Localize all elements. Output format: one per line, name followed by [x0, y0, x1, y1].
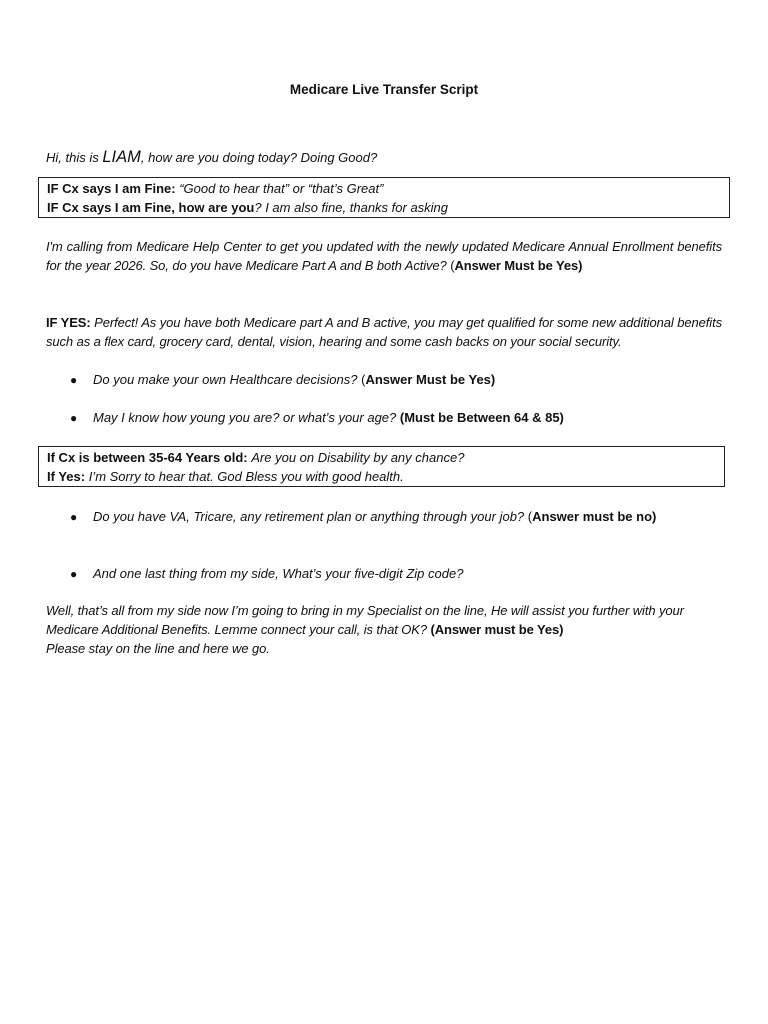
bullet-question: May I know how young you are? or what’s your age? [93, 410, 400, 425]
list-item [70, 507, 730, 527]
greeting-prefix: Hi, this is [46, 150, 103, 165]
bullet-answer: Answer Must be Yes) [365, 372, 496, 387]
closing-answer: (Answer must be Yes) [430, 622, 564, 637]
list-item [70, 564, 730, 584]
if-yes-text: Perfect! As you have both Medicare part A and B active, you may get qualified for some new additional benefits such as a flex card, grocery card, dental, vision, hearing and some cash backs on your social security. [46, 315, 722, 349]
closing-paragraph [46, 601, 722, 658]
bullet-question: And one last thing from my side, What’s your five-digit Zip code? [93, 566, 464, 581]
bullet-icon: ● [70, 567, 78, 581]
bullet-answer: Answer must be no) [532, 509, 657, 524]
fine-how-q: ? [254, 200, 262, 215]
if-yes-disability-label: If Yes: [47, 469, 89, 484]
closing-final: Please stay on the line and here we go. [46, 641, 270, 656]
fine-response-line-1 [47, 179, 721, 198]
bullet-question: Do you have VA, Tricare, any retirement plan or anything through your job? [93, 509, 528, 524]
fine-text: “Good to hear that” or “that’s Great” [179, 181, 384, 196]
bullet-paren: ( [361, 372, 366, 387]
list-item [70, 370, 730, 390]
fine-response-line-2 [47, 198, 721, 217]
intro-paragraph [46, 237, 722, 275]
greeting-suffix: , how are you doing today? Doing Good? [140, 150, 378, 165]
fine-how-label: IF Cx says I am Fine, how are you [47, 200, 255, 215]
age-range-text: Are you on Disability by any chance? [251, 450, 465, 465]
bullet-question: Do you make your own Healthcare decisions? [93, 372, 362, 387]
if-yes-paragraph [46, 313, 722, 351]
fine-label: IF Cx says I am Fine: [47, 181, 180, 196]
age-range-label: If Cx is between 35-64 Years old: [47, 450, 252, 465]
bullet-icon: ● [70, 373, 78, 387]
closing-text: Well, that’s all from my side now I’m going to bring in my Specialist on the line, He will assist you further with your Medicare Additional Benefits. Lemme connect your call, is that OK? [46, 603, 684, 637]
list-item [70, 408, 730, 428]
intro-paren: ( [450, 258, 455, 273]
age-range-line-2 [47, 467, 716, 486]
fine-response-box [38, 177, 730, 218]
age-range-line-1 [47, 448, 716, 467]
document-title: Medicare Live Transfer Script [289, 82, 479, 97]
bullet-paren: ( [527, 509, 533, 524]
bullet-icon: ● [70, 510, 78, 524]
greeting-line [46, 148, 722, 167]
if-yes-disability-text: I’m Sorry to hear that. God Bless you with good health. [88, 469, 404, 484]
intro-text: I'm calling from Medicare Help Center to get you updated with the newly updated Medicare Annual Enrollment benefits for the year 2026. So, do you have Medicare Part A and B both Active? [46, 239, 722, 273]
fine-how-text: I am also fine, thanks for asking [261, 200, 449, 215]
bullet-answer: (Must be Between 64 & 85) [399, 410, 564, 425]
intro-answer: Answer Must be Yes) [454, 258, 583, 273]
agent-name: LIAM [102, 148, 141, 166]
if-yes-label: IF YES: [46, 315, 95, 330]
age-range-box [38, 446, 725, 487]
bullet-icon: ● [70, 411, 78, 425]
